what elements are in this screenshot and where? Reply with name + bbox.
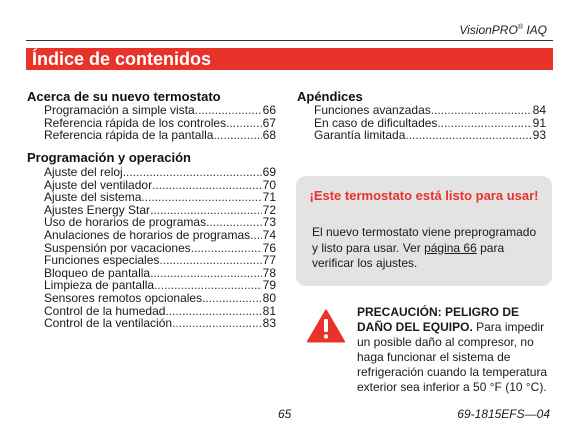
toc-leader-dots: [250, 229, 262, 242]
toc-entry[interactable]: [44, 166, 276, 179]
toc-entry-label: Uso de horarios de programas: [44, 215, 207, 230]
section-heading-appendices: Apéndices: [297, 89, 363, 104]
toc-entry-page: 74: [262, 227, 276, 242]
brand-header: [459, 23, 547, 37]
toc-entry[interactable]: [44, 191, 276, 204]
toc-entry-page: 68: [262, 128, 276, 143]
toc-entry-label: Funciones especiales: [44, 253, 160, 268]
callout-text-after: para verificar los ajustes.: [312, 240, 505, 270]
toc-entry-page: 91: [532, 115, 546, 130]
toc-entry-label: Anulaciones de horarios de programas: [44, 227, 251, 242]
toc-leader-dots: [172, 317, 262, 330]
toc-leader-dots: [437, 117, 531, 130]
toc-leader-dots: [202, 292, 262, 305]
toc-leader-dots: [165, 305, 261, 318]
toc-entry-label: Garantía limitada: [314, 128, 406, 143]
toc-entry-page: 67: [262, 115, 276, 130]
brand-suffix: IAQ: [522, 23, 547, 37]
toc-entry-page: 84: [532, 103, 546, 117]
warning-body: Para impedir un posible daño al compresor, no haga funcionar el sistema de refrigeración cuando la temperatura exterior sea inferior a 50 °F (10 °C).: [357, 320, 548, 394]
toc-entry-page: 69: [262, 165, 276, 179]
toc-entry[interactable]: [44, 254, 276, 267]
toc-entry-page: 73: [262, 215, 276, 230]
document-code: 69-1815EFS—04: [457, 407, 550, 421]
toc-entry-label: Control de la humedad: [44, 303, 166, 318]
toc-entry[interactable]: [44, 292, 276, 305]
toc-entry-label: Referencia rápida de la pantalla: [44, 128, 214, 143]
toc-entry-page: 66: [262, 103, 276, 117]
brand-name: VisionPRO: [459, 23, 518, 37]
toc-entry[interactable]: [314, 104, 546, 117]
toc-leader-dots: [159, 254, 261, 267]
toc-entry[interactable]: [44, 129, 276, 142]
toc-entry-page: 72: [262, 202, 276, 217]
toc-entry[interactable]: [314, 129, 546, 142]
toc-leader-dots: [123, 166, 262, 179]
toc-list-programming: [44, 166, 276, 330]
toc-leader-dots: [431, 104, 532, 117]
toc-list-thermostat: [44, 104, 276, 142]
brand-registered-mark: ®: [517, 24, 523, 31]
toc-entry-label: Sensores remotos opcionales: [44, 290, 203, 305]
toc-leader-dots: [191, 242, 262, 255]
toc-entry-label: Ajuste del reloj: [44, 165, 123, 179]
page-number: 65: [278, 407, 292, 421]
section-heading-programming: Programación y operación: [27, 150, 191, 165]
toc-entry-label: Ajuste del ventilador: [44, 177, 153, 192]
toc-entry-label: Control de la ventilación: [44, 316, 173, 331]
toc-entry-label: Ajustes Energy Star: [44, 202, 151, 217]
page-title: Índice de contenidos: [26, 48, 553, 70]
toc-leader-dots: [141, 191, 261, 204]
toc-entry-page: 78: [262, 265, 276, 280]
toc-entry-label: Referencia rápida de los controles: [44, 115, 227, 130]
toc-entry-page: 81: [262, 303, 276, 318]
callout-title: ¡Este termostato está listo para usar!: [309, 188, 539, 203]
toc-entry-page: 79: [262, 278, 276, 293]
callout-text-before: El nuevo termostato viene preprogramado y listo para usar. Ver: [312, 225, 537, 255]
toc-entry-label: Limpieza de pantalla: [44, 278, 155, 293]
toc-entry-label: Programación a simple vista: [44, 103, 195, 117]
toc-entry-page: 77: [262, 253, 276, 268]
toc-entry-page: 80: [262, 290, 276, 305]
toc-entry-label: Ajuste del sistema: [44, 190, 142, 205]
toc-leader-dots: [150, 267, 262, 280]
toc-entry-page: 71: [262, 190, 276, 205]
toc-entry-page: 83: [262, 316, 276, 331]
toc-leader-dots: [195, 104, 262, 117]
toc-entry-label: Funciones avanzadas: [314, 103, 431, 117]
callout-body: [312, 225, 542, 272]
section-heading-thermostat: Acerca de su nuevo termostato: [27, 89, 221, 104]
toc-entry-page: 76: [262, 240, 276, 255]
warning-heading: PRECAUCIÓN: PELIGRO DE DAÑO DEL EQUIPO.: [357, 305, 520, 334]
toc-entry[interactable]: [44, 229, 276, 242]
toc-entry[interactable]: [44, 104, 276, 117]
callout-page-link[interactable]: página 66: [424, 240, 477, 255]
warning-text: [357, 305, 553, 395]
ready-callout: [296, 176, 552, 286]
toc-leader-dots: [213, 129, 261, 142]
header-rule: [26, 40, 553, 41]
toc-leader-dots: [226, 117, 262, 130]
toc-entry-label: Suspensión por vacaciones: [44, 240, 191, 255]
toc-entry-label: En caso de dificultades: [314, 115, 438, 130]
toc-list-appendices: [314, 104, 546, 142]
toc-entry-label: Bloqueo de pantalla: [44, 265, 151, 280]
toc-entry-page: 93: [532, 128, 546, 143]
toc-entry-page: 70: [262, 177, 276, 192]
warning-triangle-icon: [307, 309, 345, 343]
toc-leader-dots: [152, 179, 262, 192]
toc-leader-dots: [405, 129, 531, 142]
toc-entry[interactable]: [44, 317, 276, 330]
